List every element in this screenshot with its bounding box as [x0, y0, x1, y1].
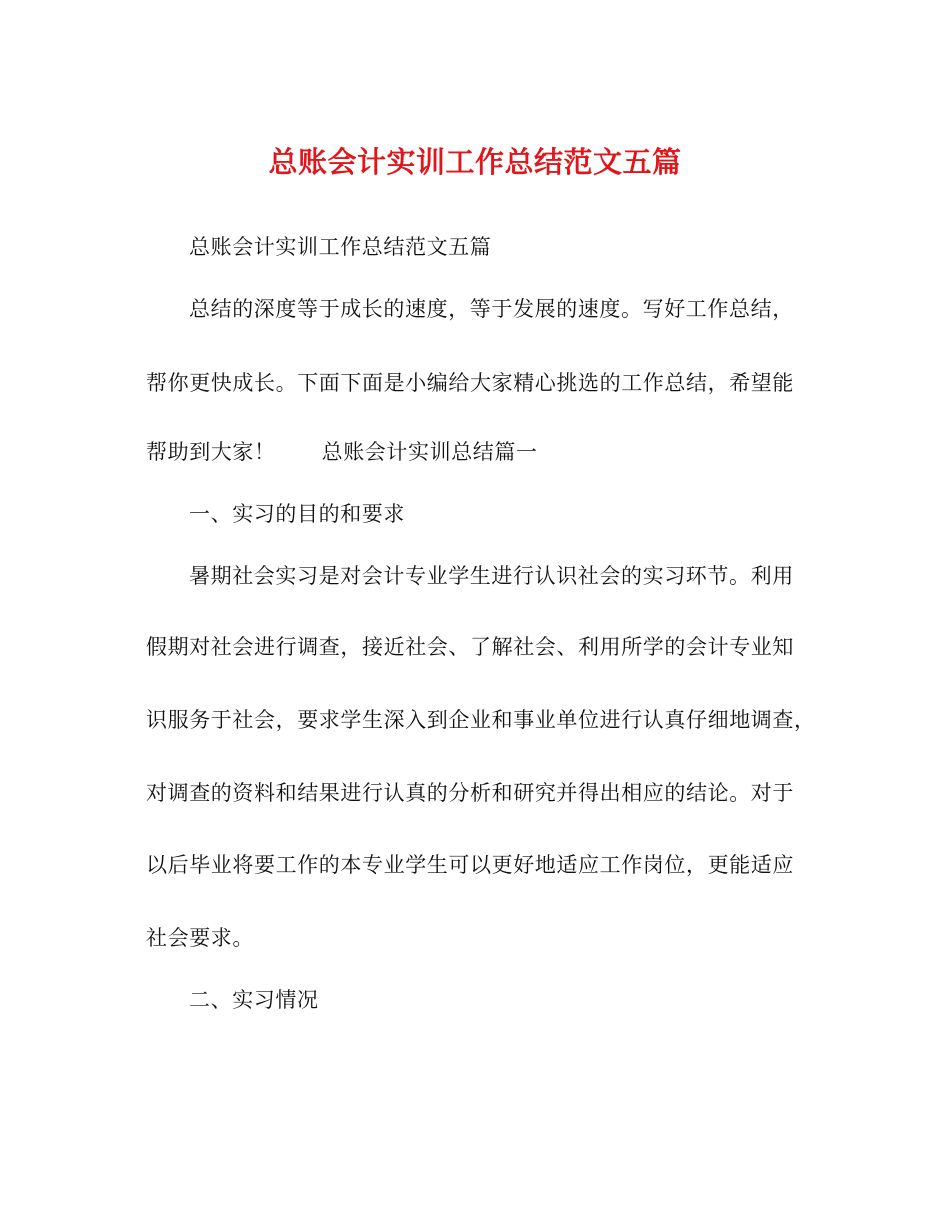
- paragraph-line: 帮助到大家！: [146, 440, 276, 464]
- section-heading: 一、实习的目的和要求: [189, 502, 405, 526]
- paragraph-line-combined: [146, 438, 538, 466]
- paragraph-line: 社会要求。: [146, 926, 254, 950]
- paragraph-line: 总结的深度等于成长的速度，等于发展的速度。写好工作总结，: [189, 297, 794, 321]
- paragraph-line: 总账会计实训工作总结范文五篇: [189, 235, 492, 259]
- section-heading: 总账会计实训总结篇一: [321, 440, 538, 464]
- paragraph-line: 帮你更快成长。下面下面是小编给大家精心挑选的工作总结，希望能: [146, 371, 794, 395]
- paragraph-line: 以后毕业将要工作的本专业学生可以更好地适应工作岗位，更能适应: [146, 853, 794, 877]
- document-title: 总账会计实训工作总结范文五篇: [268, 145, 682, 179]
- paragraph-line: 识服务于社会，要求学生深入到企业和事业单位进行认真仔细地调查，: [146, 708, 816, 732]
- paragraph-line: 假期对社会进行调查，接近社会、了解社会、利用所学的会计专业知: [146, 635, 794, 659]
- section-heading: 二、实习情况: [189, 988, 319, 1012]
- paragraph-line: 对调查的资料和结果进行认真的分析和研究并得出相应的结论。对于: [146, 781, 794, 805]
- paragraph-line: 暑期社会实习是对会计专业学生进行认识社会的实习环节。利用: [189, 564, 794, 588]
